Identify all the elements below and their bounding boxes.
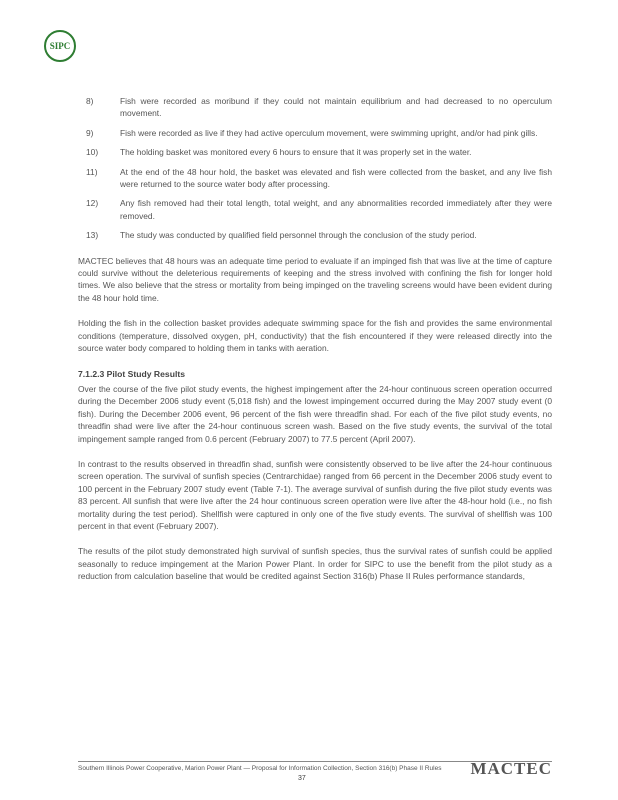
list-item-text: Any fish removed had their total length, total weight, and any abnormalities recorded immediately after they were removed. xyxy=(120,198,552,221)
document-body xyxy=(78,95,552,596)
list-item-text: Fish were recorded as moribund if they could not maintain equilibrium and had decreased to no operculum movement. xyxy=(120,96,552,119)
list-item xyxy=(78,197,552,222)
section-heading: 7.1.2.3 Pilot Study Results xyxy=(78,368,185,379)
list-item xyxy=(78,146,552,158)
paragraph-pilot-results: Over the course of the five pilot study events, the highest impingement after the 24-hour continuous screen operation occurred during the December 2006 study event (5,018 fish) and the lowest impingement occurred during the May 2007 study event (0 fish). During the December 2006 event, 96 percent of the fish were threadfin shad. For each of the five pilot study events, no threadfin shad were live after the 24-hour continuous screen wash. Based on the five study events, the survival of the total impingement sample ranged from 0.6 percent (February 2007) to 77.5 percent (April 2007). xyxy=(78,383,552,444)
list-item-number: 10) xyxy=(86,147,99,158)
page-footer xyxy=(78,759,552,782)
list-item-number: 13) xyxy=(86,230,99,241)
list-item-text: Fish were recorded as live if they had active operculum movement, were swimming upright, and/or had pink gills. xyxy=(120,127,538,138)
list-item-number: 12) xyxy=(86,198,99,209)
list-item-text: The holding basket was monitored every 6 hours to ensure that it was properly set in the water. xyxy=(120,147,472,158)
procedure-list xyxy=(78,95,552,242)
paragraph-collection-basket: Holding the fish in the collection basket provides adequate swimming space for the fish and provides the same environmental conditions (temperature, dissolved oxygen, pH, conductivity) that the fish encountered if they were released directly into the source water body compared to holding them in tanks with aeration. xyxy=(78,318,552,354)
list-item xyxy=(78,127,552,139)
logo-text: SIPC xyxy=(49,41,71,51)
paragraph-holding-time: MACTEC believes that 48 hours was an adequate time period to evaluate if an impinged fish that was live at the time of capture could survive without the deleterious requirements of keeping and the stress involved with confining the fish for longer hold times. We also believe that the stress or mortality from being impinged on the traveling screens would have been evident during the 48 hour hold time. xyxy=(78,255,552,303)
paragraph-sunfish-survival: In contrast to the results observed in threadfin shad, sunfish were consistently observed to be live after the 24-hour continuous screen operation. The survival of sunfish species (Centrarchidae) ranged from 66 percent in the December 2006 study event to 100 percent in the February 2007 study event (Table 7-1). The average survival of sunfish during the five pilot study events was 83 percent. All sunfish that were live after the 24 hour continuous screen operation were live after the 48-hour hold (i.e., no fish mortality during the test period). Shellfish were captured in only one of the five study events. The survival of shellfish was 100 percent in that event (February 2007). xyxy=(78,458,552,531)
list-item-text: At the end of the 48 hour hold, the basket was elevated and fish were collected from the basket, and any live fish were returned to the source water body after processing. xyxy=(120,166,552,190)
sipc-logo xyxy=(44,30,76,62)
list-item-number: 8) xyxy=(86,96,94,106)
list-item xyxy=(78,95,552,120)
paragraph-conclusion: The results of the pilot study demonstrated high survival of sunfish species, thus the survival rates of sunfish could be applied seasonally to reduce impingement at the Marion Power Plant. In order for SIPC to use the benefit from the pilot study as a reduction from calculation baseline that would be credited against Section 316(b) Phase II Rules performance standards, xyxy=(78,546,552,582)
page-number: 37 xyxy=(298,775,306,782)
list-item-number: 9) xyxy=(86,127,94,138)
footer-document-title: Southern Illinois Power Cooperative, Marion Power Plant — Proposal for Information Collection, Section 316(b) Phase II Rules xyxy=(78,765,442,772)
list-item-text: The study was conducted by qualified field personnel through the conclusion of the study period. xyxy=(120,230,477,241)
list-item xyxy=(78,166,552,191)
list-item xyxy=(78,229,552,241)
list-item-number: 11) xyxy=(86,166,98,177)
mactec-logo: MACTEC xyxy=(470,759,552,778)
